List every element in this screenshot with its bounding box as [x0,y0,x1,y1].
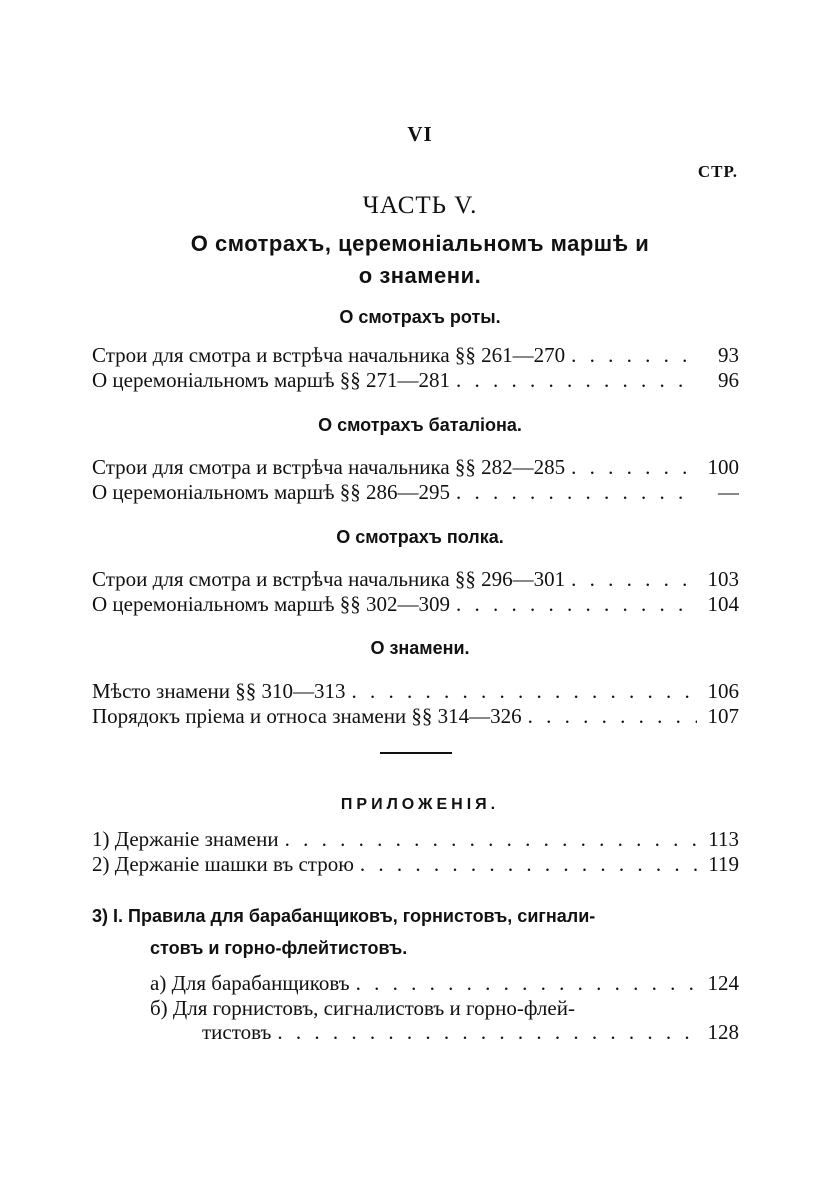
toc-entry[interactable] [92,679,739,703]
dot-leader [271,1020,697,1044]
toc-entry[interactable] [92,368,739,392]
toc-entry[interactable] [92,567,739,591]
toc-entry-text: О церемоніальномъ маршѣ §§ 271—281 [92,368,450,392]
toc-entry[interactable] [92,592,739,616]
appendix-subentry-text: б) Для горнистовъ, сигналистовъ и горно-флей- [150,996,575,1020]
toc-entry-page: 107 [707,704,739,728]
toc-entry[interactable] [92,343,739,367]
dot-leader [350,971,697,995]
toc-entry-page: 103 [707,567,739,591]
toc-entry-page: 96 [718,368,739,392]
toc-entry[interactable] [92,455,739,479]
dot-leader [354,852,697,876]
dot-leader [279,827,697,851]
toc-entry-page: 106 [707,679,739,703]
appendix-entry-page: 119 [708,852,739,876]
section-heading: О смотрахъ полка. [336,527,504,547]
section-heading: О смотрахъ роты. [339,307,501,327]
appendix-heading: ПРИЛОЖЕНІЯ. [340,796,500,813]
toc-entry-page: 104 [707,592,739,616]
dot-leader [450,592,697,616]
toc-entry-text: Строи для смотра и встрѣча начальника §§ 282—285 [92,455,566,479]
page-number: VI [407,122,433,146]
dot-leader [522,704,697,728]
toc-entry-text: Мѣсто знамени §§ 310—313 [92,679,346,703]
section-divider [380,752,452,754]
page-column-label: СТР. [697,162,738,181]
dot-leader [565,455,697,479]
appendix-subentry[interactable] [150,971,739,995]
appendix-entry-text: 1) Держаніе знамени [92,827,279,851]
toc-entry-page: 93 [718,343,739,367]
toc-entry[interactable] [92,704,739,728]
toc-entry-text: Порядокъ пріема и относа знамени §§ 314—326 [92,704,522,728]
dot-leader [565,567,697,591]
appendix-item3-line1: 3) I. Правила для барабанщиковъ, горнистовъ, сигнали- [92,906,596,926]
section-heading: О знамени. [370,638,470,658]
appendix-subentry-page: 124 [707,971,739,995]
toc-entry[interactable] [92,480,739,504]
part-subtitle-line2: о знамени. [358,263,482,288]
part-subtitle-line1: О смотрахъ, церемоніальномъ маршѣ и [190,231,650,256]
dot-leader [450,368,697,392]
appendix-subentry-b-line1[interactable] [150,996,739,1020]
toc-entry-text: Строи для смотра и встрѣча начальника §§ 296—301 [92,567,566,591]
dot-leader [450,480,697,504]
dot-leader [346,679,698,703]
appendix-entry[interactable] [92,852,739,876]
toc-entry-text: О церемоніальномъ маршѣ §§ 286—295 [92,480,450,504]
toc-entry-page: 100 [707,455,739,479]
section-heading: О смотрахъ баталіона. [318,415,522,435]
dot-leader [565,343,697,367]
appendix-entry-page: 113 [708,827,739,851]
appendix-subentry-text: а) Для барабанщиковъ [150,971,350,995]
appendix-item3-line2: стовъ и горно-флейтистовъ. [150,938,408,958]
appendix-subentry-text: тистовъ [202,1020,272,1044]
appendix-entry-text: 2) Держаніе шашки въ строю [92,852,354,876]
toc-entry-text: О церемоніальномъ маршѣ §§ 302—309 [92,592,450,616]
part-title: ЧАСТЬ V. [362,192,478,219]
toc-entry-text: Строи для смотра и встрѣча начальника §§ 261—270 [92,343,566,367]
appendix-subentry-b-line2[interactable] [202,1020,739,1044]
toc-entry-page: — [718,480,739,504]
appendix-entry[interactable] [92,827,739,851]
appendix-subentry-page: 128 [707,1020,739,1044]
